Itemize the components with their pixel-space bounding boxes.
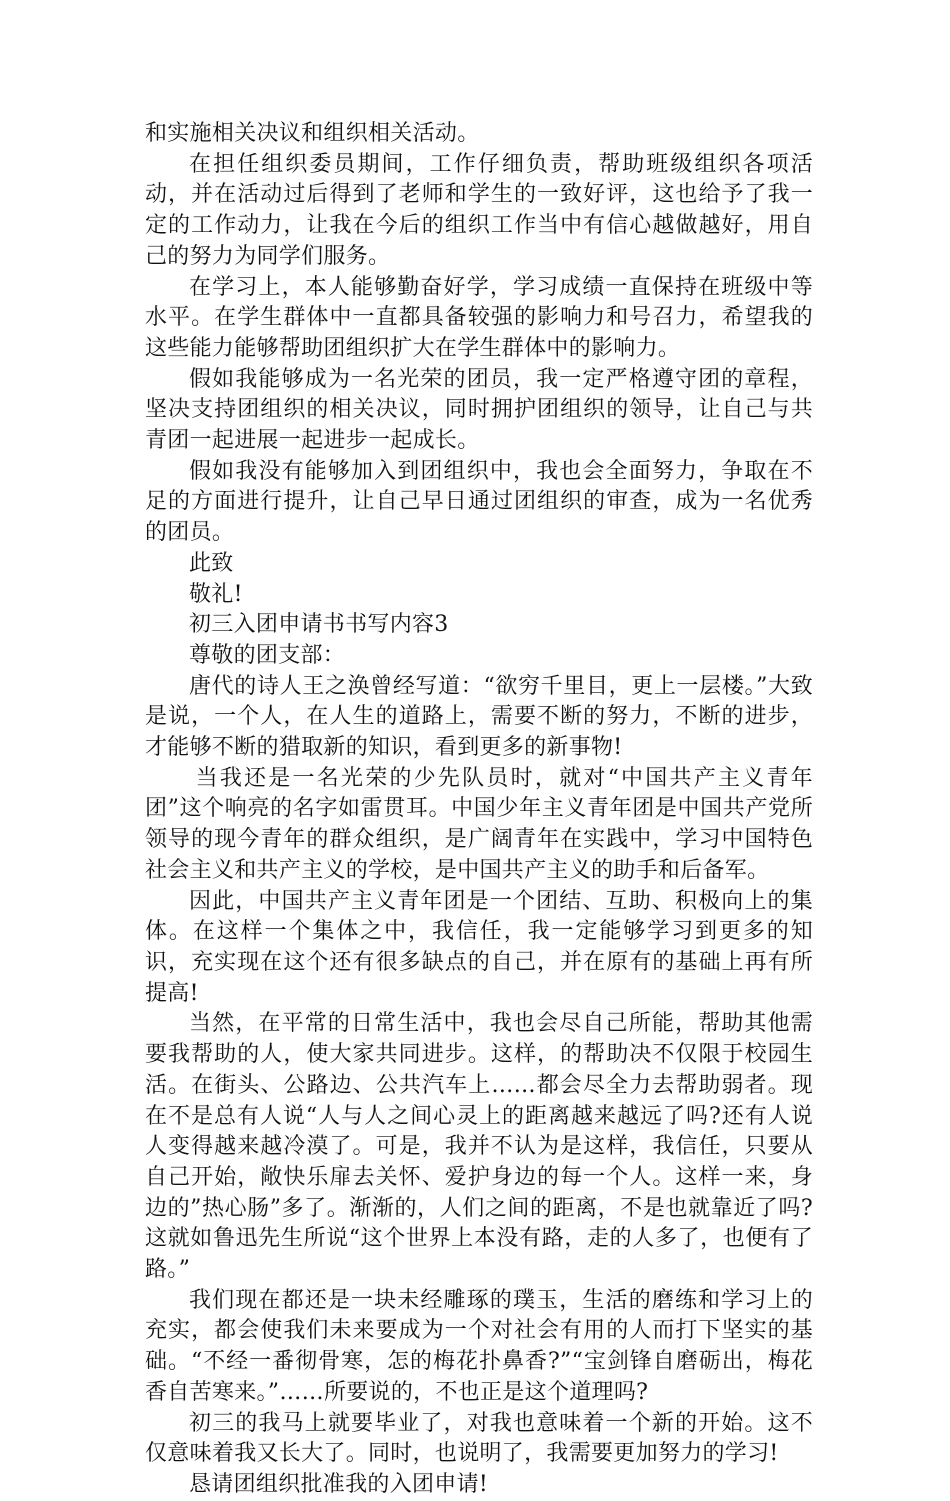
- paragraph: 唐代的诗人王之涣曾经写道：“欲穷千里目，更上一层楼。”大致是说，一个人，在人生的道路上，需要不断的努力，不断的进步，才能够不断的猎取新的知识，看到更多的新事物!: [145, 673, 813, 761]
- paragraph: 初三的我马上就要毕业了，对我也意味着一个新的开始。这不仅意味着我又长大了。同时，也说明了，我需要更加努力的学习!: [145, 1410, 813, 1467]
- section-heading: 初三入团申请书书写内容3: [189, 612, 449, 638]
- letter-greeting: 尊敬的团支部：: [189, 642, 346, 668]
- paragraph: 假如我能够成为一名光荣的团员，我一定严格遵守团的章程，坚决支持团组织的相关决议，同时拥护团组织的领导，让自己与共青团一起进展一起进步一起成长。: [145, 366, 813, 454]
- paragraph: 恳请团组织批准我的入团申请!: [189, 1471, 489, 1497]
- paragraph: 因此，中国共产主义青年团是一个团结、互助、积极向上的集体。在这样一个集体之中，我信任，我一定能够学习到更多的知识，充实现在这个还有很多缺点的自己，并在原有的基础上再有所提高!: [145, 888, 813, 1006]
- paragraph: 我们现在都还是一块未经雕琢的璞玉，生活的磨练和学习上的充实，都会使我们未来要成为一个对社会有用的人而打下坚实的基础。“不经一番彻骨寒，怎的梅花扑鼻香?”“宝剑锋自磨砺出，梅花香自苦寒来。”……所要说的，不也正是这个道理吗?: [145, 1287, 813, 1405]
- paragraph: 在学习上，本人能够勤奋好学，学习成绩一直保持在班级中等水平。在学生群体中一直都具备较强的影响力和号召力，希望我的这些能力能够帮助团组织扩大在学生群体中的影响力。: [145, 274, 813, 361]
- closing-regards: 敬礼!: [189, 581, 243, 607]
- paragraph: 在担任组织委员期间，工作仔细负责，帮助班级组织各项活动，并在活动过后得到了老师和学生的一致好评，这也给予了我一定的工作动力，让我在今后的组织工作当中有信心越做越好，用自己的努力为同学们服务。: [145, 151, 813, 269]
- paragraph: 和实施相关决议和组织相关活动。: [145, 121, 480, 146]
- document-body: [145, 119, 813, 1501]
- paragraph: 当然，在平常的日常生活中，我也会尽自己所能，帮助其他需要我帮助的人，使大家共同进步。这样，的帮助决不仅限于校园生活。在街头、公路边、公共汽车上……都会尽全力去帮助弱者。现在不是总有人说“人与人之间心灵上的距离越来越远了吗?还有人说人变得越来越冷漠了。可是，我并不认为是这样，我信任，只要从自己开始，敞快乐扉去关怀、爱护身边的每一个人。这样一来，身边的”热心肠”多了。渐渐的，人们之间的距离，不是也就靠近了吗?这就如鲁迅先生所说“这个世界上本没有路，走的人多了，也便有了路。”: [145, 1011, 813, 1283]
- paragraph: 当我还是一名光荣的少先队员时，就对“中国共产主义青年团”这个响亮的名字如雷贯耳。中国少年主义青年团是中国共产党所领导的现今青年的群众组织，是广阔青年在实践中，学习中国特色社会主义和共产主义的学校，是中国共产主义的助手和后备军。: [145, 765, 813, 883]
- paragraph: 假如我没有能够加入到团组织中，我也会全面努力，争取在不足的方面进行提升，让自己早日通过团组织的审查，成为一名优秀的团员。: [145, 458, 813, 546]
- closing-salutation: 此致: [189, 550, 234, 576]
